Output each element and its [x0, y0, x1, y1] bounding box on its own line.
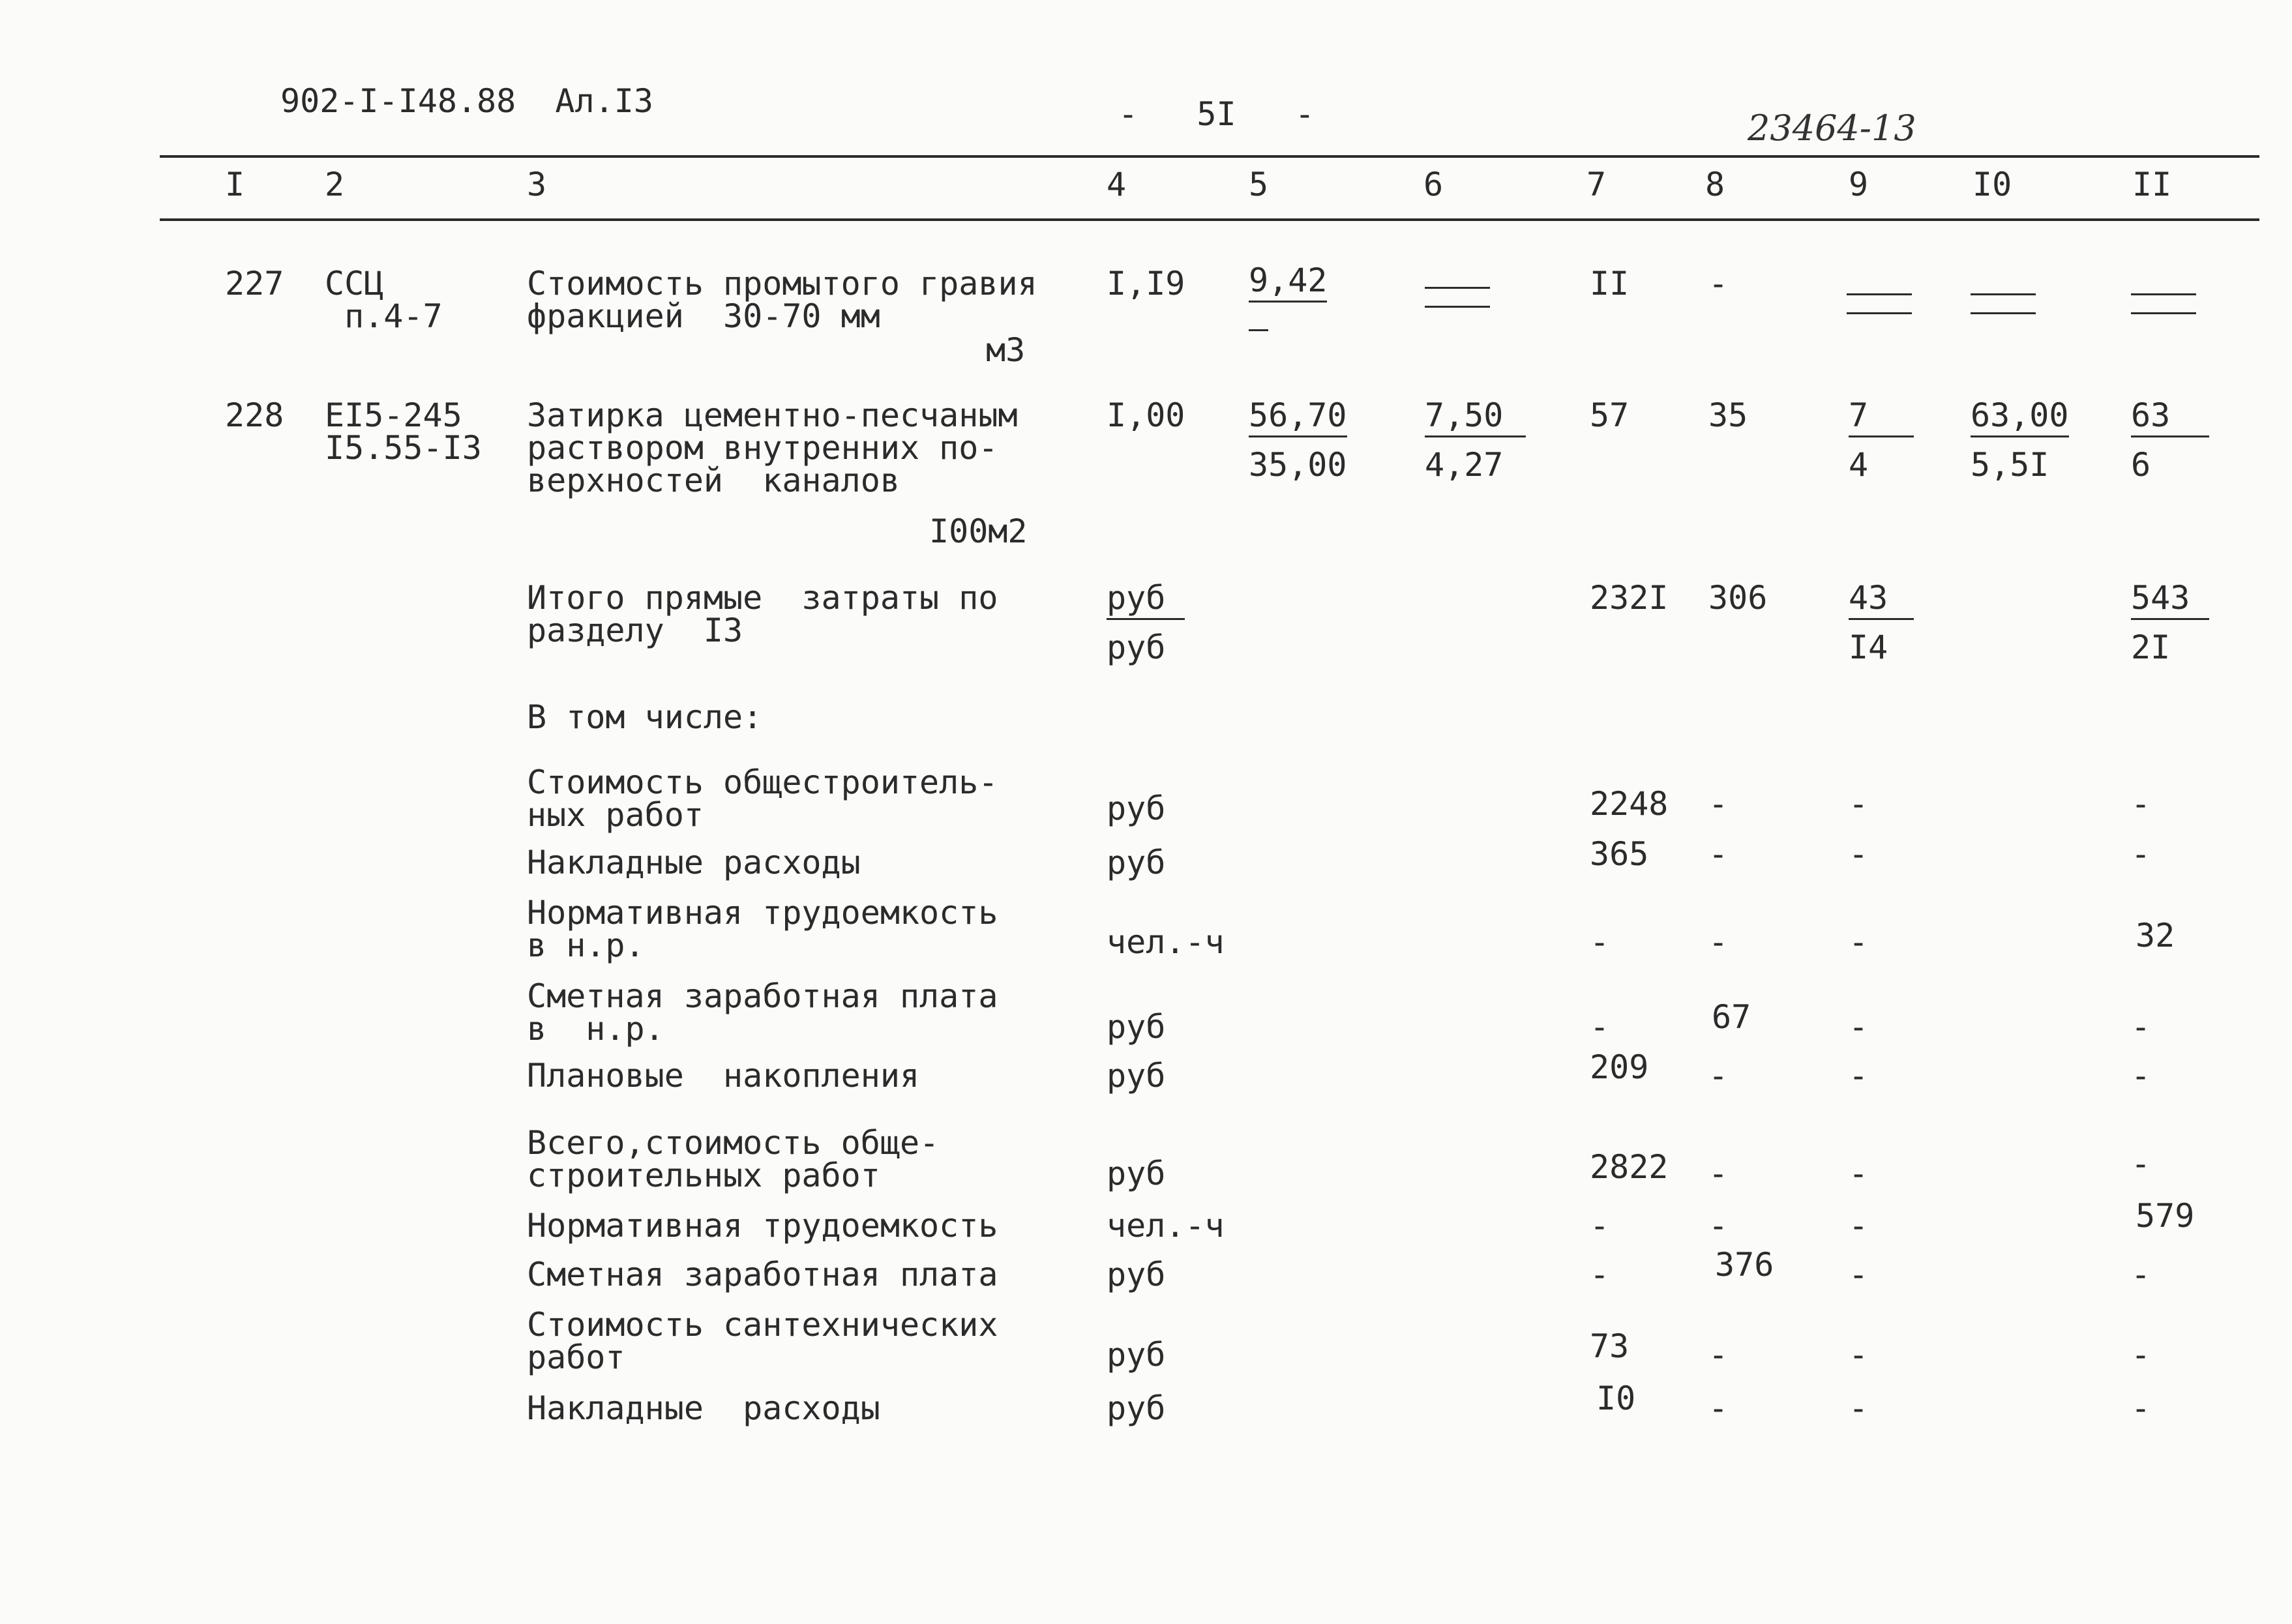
header-bottom-rule — [160, 218, 2259, 221]
col-4-header: 4 — [1107, 166, 1127, 203]
breakdown-col-11: 32 — [2136, 917, 2175, 954]
breakdown-col-9: - — [1849, 1155, 1869, 1192]
breakdown-unit: руб — [1107, 1057, 1166, 1095]
breakdown-col-9: - — [1849, 1057, 1869, 1095]
total-description: Итого прямые затраты по разделу I3 — [527, 579, 998, 649]
breakdown-col-8: - — [1708, 1389, 1729, 1427]
page-number: - 5I - — [1118, 95, 1315, 133]
col-8-value: 35 — [1708, 396, 1748, 434]
breakdown-unit: руб — [1107, 1256, 1166, 1293]
col-3-header: 3 — [527, 166, 547, 203]
breakdown-col-9: - — [1849, 1207, 1869, 1245]
col-1-header: I — [225, 166, 245, 203]
unit-price-value: 9,42 — [1249, 264, 1327, 303]
breakdown-col-11: 579 — [2136, 1197, 2195, 1235]
breakdown-col-11: - — [2131, 785, 2151, 823]
breakdown-col-7: I0 — [1596, 1380, 1636, 1417]
breakdown-description: Стоимость общестроитель- ных работ — [527, 763, 998, 834]
col-11-header: II — [2132, 166, 2172, 203]
total-col-9-top-value: 43 — [1849, 582, 1914, 620]
total-unit-bottom: руб — [1107, 628, 1166, 666]
breakdown-col-9: - — [1849, 1256, 1869, 1293]
header-top-rule — [160, 155, 2259, 158]
breakdown-description: Накладные расходы — [527, 1389, 880, 1427]
breakdown-description: Нормативная трудоемкость в н.р. — [527, 894, 998, 964]
unit-of-measure: м3 — [986, 331, 1026, 369]
breakdown-col-9: - — [1849, 1008, 1869, 1046]
quantity: I,I9 — [1107, 265, 1185, 303]
breakdown-col-9: - — [1849, 1389, 1869, 1427]
total-col-8: 306 — [1708, 579, 1768, 617]
breakdown-unit: руб — [1107, 1155, 1166, 1192]
breakdown-col-11: - — [2131, 1256, 2151, 1293]
col-6-top-value: 7,50 — [1425, 399, 1526, 437]
col-6-bottom: 4,27 — [1425, 446, 1504, 484]
col-10-top — [1971, 396, 2069, 437]
col-11-top-value: 63 — [2131, 399, 2209, 437]
breakdown-unit: чел.-ч — [1107, 1207, 1225, 1245]
breakdown-col-9: - — [1849, 785, 1869, 823]
col-11-top — [2131, 396, 2209, 437]
breakdown-description: Нормативная трудоемкость — [527, 1207, 998, 1245]
breakdown-col-11: - — [2131, 1145, 2151, 1183]
total-cost: 232I — [1590, 579, 1669, 617]
total-col-9-top — [1849, 579, 1914, 620]
total-col-11-top — [2131, 579, 2209, 620]
breakdown-col-9: - — [1849, 1336, 1869, 1374]
breakdown-col-8: - — [1708, 1155, 1729, 1192]
breakdown-col-7: 209 — [1590, 1048, 1649, 1086]
archive-stamp: 23464-13 — [1748, 108, 1916, 149]
norm-code: ССЦ п.4-7 — [325, 265, 443, 335]
col-9-top-value: 7 — [1849, 399, 1914, 437]
breakdown-col-8: - — [1708, 835, 1729, 873]
total-cost: 57 — [1590, 396, 1630, 434]
col-5-header: 5 — [1249, 166, 1269, 203]
total-unit-top-value: руб — [1107, 582, 1185, 620]
col-10-bottom: 5,5I — [1971, 446, 2049, 484]
breakdown-unit: руб — [1107, 790, 1166, 827]
breakdown-description: Всего,стоимость обще- строительных работ — [527, 1124, 940, 1194]
breakdown-col-8: - — [1708, 1057, 1729, 1095]
breakdown-description: Накладные расходы — [527, 844, 861, 881]
col-8-value: - — [1708, 265, 1729, 303]
breakdown-unit: руб — [1107, 1336, 1166, 1374]
col-6-empty-mark — [1425, 280, 1490, 313]
quantity: I,00 — [1107, 396, 1185, 434]
col-11-bottom: 6 — [2131, 446, 2151, 484]
col-9-header: 9 — [1849, 166, 1869, 203]
unit-price-value: 56,70 — [1249, 399, 1347, 437]
col-2-header: 2 — [325, 166, 345, 203]
breakdown-col-7: 2822 — [1590, 1148, 1669, 1186]
unit-price-bottom: 35,00 — [1249, 446, 1347, 484]
breakdown-col-11: - — [2131, 1336, 2151, 1374]
breakdown-col-7: - — [1590, 1256, 1610, 1293]
document-code: 902-I-I48.88 Ал.I3 — [280, 82, 653, 120]
col-6-top — [1425, 396, 1526, 437]
breakdown-col-11: - — [2131, 1057, 2151, 1095]
col-10-empty-mark — [1971, 287, 2036, 319]
breakdown-col-7: - — [1590, 1207, 1610, 1245]
including-label: В том числе: — [527, 698, 763, 736]
col-10-header: I0 — [1972, 166, 2012, 203]
breakdown-col-8: 376 — [1715, 1246, 1774, 1284]
breakdown-unit: руб — [1107, 1389, 1166, 1427]
work-description: Затирка цементно-песчаным раствором внутренних по- верхностей каналов — [527, 396, 1018, 499]
total-col-11-top-value: 543 — [2131, 582, 2209, 620]
breakdown-col-8: - — [1708, 785, 1729, 823]
breakdown-col-7: - — [1590, 923, 1610, 961]
breakdown-description: Сметная заработная плата — [527, 1256, 998, 1293]
breakdown-unit: руб — [1107, 1008, 1166, 1046]
row-number: 228 — [225, 396, 284, 434]
row-number: 227 — [225, 265, 284, 303]
breakdown-col-11: - — [2131, 1008, 2151, 1046]
breakdown-col-9: - — [1849, 835, 1869, 873]
total-cost: II — [1590, 265, 1630, 303]
breakdown-col-8: 67 — [1712, 998, 1751, 1036]
breakdown-col-7: - — [1590, 1008, 1610, 1046]
total-col-9-bottom: I4 — [1849, 628, 1888, 666]
unit-price-top — [1249, 396, 1347, 437]
unit-price — [1249, 261, 1328, 344]
breakdown-col-8: - — [1708, 923, 1729, 961]
norm-code: EI5-245 I5.55-I3 — [325, 396, 482, 467]
breakdown-col-11: - — [2131, 835, 2151, 873]
col-9-bottom: 4 — [1849, 446, 1869, 484]
col-9-empty-mark — [1847, 287, 1912, 319]
breakdown-col-8: - — [1708, 1207, 1729, 1245]
work-description: Стоимость промытого гравия фракцией 30-70 мм — [527, 265, 1037, 335]
breakdown-description: Плановые накопления — [527, 1057, 920, 1095]
col-6-header: 6 — [1423, 166, 1444, 203]
breakdown-col-7: 73 — [1590, 1327, 1630, 1365]
breakdown-col-11: - — [2131, 1389, 2151, 1427]
breakdown-unit: руб — [1107, 844, 1166, 881]
breakdown-unit: чел.-ч — [1107, 923, 1225, 961]
col-8-header: 8 — [1705, 166, 1725, 203]
total-col-11-bottom: 2I — [2131, 628, 2171, 666]
unit-of-measure: I00м2 — [929, 512, 1028, 550]
unit-price-lower-dash — [1249, 312, 1327, 344]
breakdown-col-9: - — [1849, 923, 1869, 961]
total-unit-top — [1107, 579, 1185, 620]
col-11-empty-mark — [2131, 287, 2196, 319]
col-7-header: 7 — [1586, 166, 1607, 203]
breakdown-description: Сметная заработная плата в н.р. — [527, 977, 998, 1048]
col-10-top-value: 63,00 — [1971, 399, 2069, 437]
col-9-top — [1849, 396, 1914, 437]
breakdown-description: Стоимость сантехнических работ — [527, 1306, 998, 1376]
breakdown-col-7: 2248 — [1590, 785, 1669, 823]
breakdown-col-8: - — [1708, 1336, 1729, 1374]
breakdown-col-7: 365 — [1590, 835, 1649, 873]
